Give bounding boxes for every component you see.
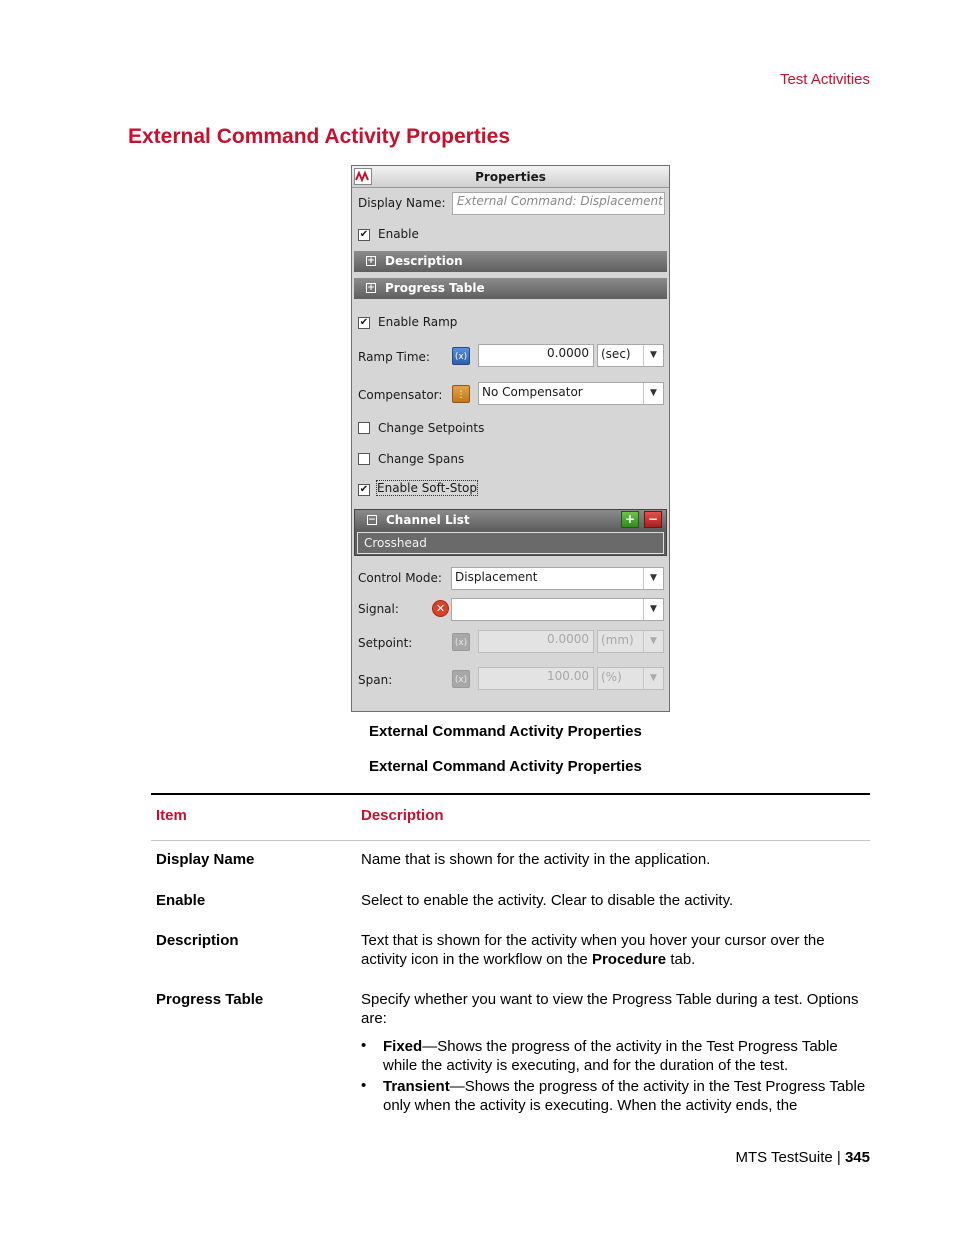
display-name-label: Display Name: (358, 196, 446, 210)
table-row-item: Display Name (156, 851, 255, 868)
enable-ramp-checkbox[interactable] (358, 317, 370, 329)
description-section-label: Description (385, 254, 463, 268)
signal-select[interactable] (451, 598, 664, 621)
signal-label: Signal: (358, 602, 399, 616)
table-row-description (361, 931, 869, 969)
table-header-item: Item (156, 807, 187, 824)
panel-title: Properties (475, 170, 546, 184)
bullet-text: —Shows the progress of the activity in the Test Progress Table only when the activity is executing. When the activity ends, the (383, 1078, 866, 1114)
running-head: Test Activities (779, 71, 870, 88)
page-footer (735, 1149, 870, 1166)
bullet-item (383, 1077, 869, 1115)
bullet-term: Fixed (383, 1038, 423, 1055)
footer-product: MTS TestSuite | (735, 1149, 841, 1166)
table-top-rule (151, 793, 870, 795)
chevron-down-icon: ▼ (643, 668, 663, 689)
channel-list-item[interactable]: Crosshead (357, 532, 664, 554)
variable-link-icon: (x) (452, 633, 470, 651)
description-section[interactable] (354, 251, 667, 272)
bullet-text: —Shows the progress of the activity in the Test Progress Table while the activity is executing, and for the duration of the test. (383, 1038, 838, 1074)
chevron-down-icon: ▼ (643, 568, 663, 589)
bullet-marker: • (361, 1037, 367, 1054)
span-unit-select (597, 667, 664, 690)
error-icon: ✕ (432, 600, 449, 617)
change-spans-checkbox[interactable] (358, 453, 370, 465)
checkmark-icon: ✔ (359, 317, 369, 328)
table-row-description: Select to enable the activity. Clear to disable the activity. (361, 892, 734, 909)
expand-icon[interactable]: + (367, 256, 375, 266)
figure-caption: External Command Activity Properties (369, 723, 642, 740)
span-unit-value: (%) (601, 670, 622, 684)
chevron-down-icon: ▼ (643, 383, 663, 404)
variable-link-icon: (x) (452, 670, 470, 688)
progress-table-section-label: Progress Table (385, 281, 485, 295)
enable-ramp-label: Enable Ramp (378, 315, 458, 329)
collapse-icon[interactable]: − (368, 515, 376, 525)
span-input: 100.00 (478, 667, 594, 690)
section-title: External Command Activity Properties (128, 125, 510, 148)
bullet-term: Transient (383, 1078, 450, 1095)
channel-list-label: Channel List (386, 513, 470, 527)
progress-table-section[interactable] (354, 278, 667, 299)
plus-icon: + (624, 512, 636, 526)
ramp-time-unit-select[interactable] (597, 344, 664, 367)
table-row-item: Enable (156, 892, 206, 909)
compensator-icon[interactable]: ⋮ (452, 385, 470, 403)
description-text: Text that is shown for the activity when you hover your cursor over the activity icon in the workflow on the (361, 932, 825, 968)
bullet-marker: • (361, 1077, 367, 1094)
chevron-down-icon: ▼ (643, 345, 663, 366)
page-number: 345 (844, 1149, 870, 1166)
chevron-down-icon: ▼ (643, 599, 663, 620)
table-row-item: Description (156, 932, 239, 949)
enable-label: Enable (378, 227, 419, 241)
remove-channel-button[interactable] (644, 511, 662, 528)
compensator-label: Compensator: (358, 388, 443, 402)
table-row-item: Progress Table (156, 991, 264, 1008)
expand-icon[interactable]: + (367, 283, 375, 293)
enable-soft-stop-checkbox[interactable] (358, 484, 370, 496)
variable-link-icon[interactable]: (x) (452, 347, 470, 365)
enable-soft-stop-label: Enable Soft-Stop (377, 481, 477, 495)
compensator-value: No Compensator (482, 385, 583, 399)
setpoint-input: 0.0000 (478, 630, 594, 653)
table-header-description: Description (361, 807, 444, 824)
control-mode-select[interactable] (451, 567, 664, 590)
change-setpoints-checkbox[interactable] (358, 422, 370, 434)
checkmark-icon: ✔ (359, 229, 369, 240)
table-header-rule (151, 840, 870, 841)
table-caption: External Command Activity Properties (369, 758, 642, 775)
ramp-time-input[interactable]: 0.0000 (478, 344, 594, 367)
change-spans-label: Change Spans (378, 452, 465, 466)
ramp-time-unit-value: (sec) (601, 347, 631, 361)
display-name-input[interactable]: External Command: Displacement (452, 192, 665, 215)
procedure-tab-ref: Procedure (591, 951, 667, 968)
add-channel-button[interactable] (621, 511, 639, 528)
control-mode-value: Displacement (455, 570, 538, 584)
change-setpoints-label: Change Setpoints (378, 421, 485, 435)
panel-header (352, 166, 669, 188)
control-mode-label: Control Mode: (358, 571, 442, 585)
minus-icon: − (647, 512, 659, 526)
checkmark-icon: ✔ (359, 484, 369, 495)
chevron-down-icon: ▼ (643, 631, 663, 652)
table-row-description: Name that is shown for the activity in the application. (361, 851, 711, 868)
ramp-time-label: Ramp Time: (358, 350, 430, 364)
table-row-description: Specify whether you want to view the Progress Table during a test. Options are: (361, 991, 859, 1027)
compensator-select[interactable] (478, 382, 664, 405)
setpoint-unit-value: (mm) (601, 633, 634, 647)
span-label: Span: (358, 673, 393, 687)
channel-list (354, 509, 667, 556)
properties-panel (351, 165, 670, 712)
description-text: tab. (666, 951, 696, 968)
setpoint-label: Setpoint: (358, 636, 413, 650)
bullet-item (383, 1037, 869, 1075)
setpoint-unit-select (597, 630, 664, 653)
enable-checkbox[interactable] (358, 229, 370, 241)
channel-list-header[interactable] (355, 510, 666, 530)
